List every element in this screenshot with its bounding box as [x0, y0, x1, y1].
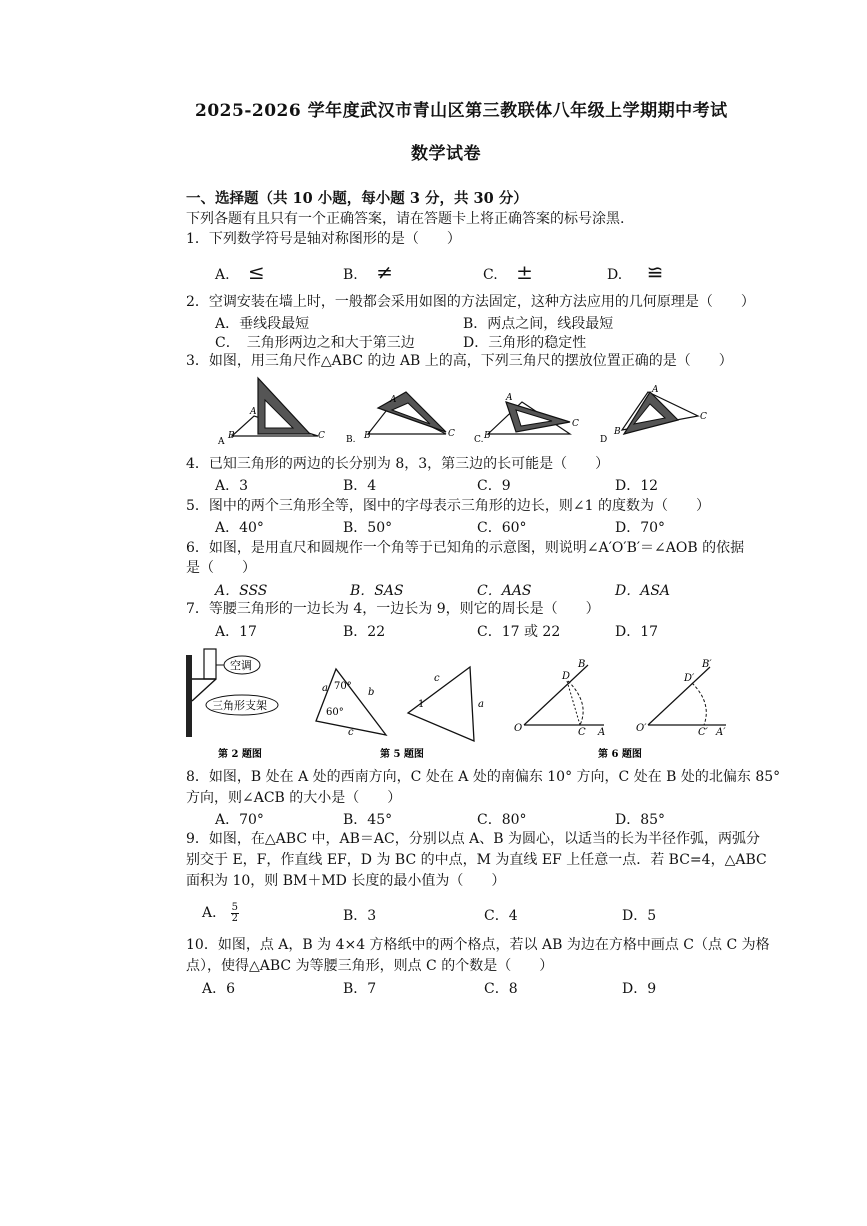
q6-stem-line2: 是（ ）	[186, 560, 256, 576]
q9-option-b: B．3	[343, 908, 377, 924]
fig2-bracket-label: 三角形支架	[212, 699, 267, 712]
svg-text:B: B	[484, 431, 491, 441]
fig6-caption: 第 6 题图	[598, 749, 642, 760]
q3-figure-c	[474, 393, 579, 445]
q10-option-c: C．8	[484, 981, 518, 997]
q8-option-b: B．45°	[343, 812, 393, 828]
q6-option-d: D．ASA	[615, 583, 671, 599]
svg-text:A: A	[598, 727, 606, 738]
q2-option-a: A．垂线段最短	[215, 316, 310, 332]
svg-text:b: b	[368, 687, 375, 698]
q8-option-d: D．85°	[615, 812, 666, 828]
q4-stem: 4．已知三角形的两边的长分别为 8，3，第三边的长可能是（ ）	[186, 456, 610, 472]
q3-a-label: A	[218, 437, 225, 447]
svg-text:a: a	[478, 699, 484, 710]
q4-option-b: B．4	[343, 478, 377, 494]
q2-option-d: D．三角形的稳定性	[463, 335, 587, 351]
q6-option-b: B．SAS	[350, 583, 404, 599]
fig5-caption: 第 5 题图	[380, 749, 424, 760]
q3-figures	[210, 372, 730, 450]
q10-option-d: D．9	[622, 981, 657, 997]
section-heading: 一、选择题（共 10 小题，每小题 3 分，共 30 分）	[186, 190, 528, 207]
fig2-ac-label: 空调	[230, 659, 252, 672]
q5-option-b: B．50°	[343, 520, 393, 536]
q5-option-c: C．60°	[477, 520, 527, 536]
q5-option-a: A．40°	[215, 520, 264, 536]
svg-text:B: B	[364, 431, 371, 441]
q7-option-c: C．17 或 22	[477, 624, 561, 640]
q1-option-a: A. ≤	[215, 260, 265, 284]
svg-text:O: O	[514, 723, 523, 734]
q3-d-label: D	[600, 435, 608, 445]
q1-stem: 1．下列数学符号是轴对称图形的是（ ）	[186, 231, 461, 247]
q6-option-c: C．AAS	[477, 583, 532, 599]
fig2-wall-bracket	[186, 649, 278, 760]
q8-option-c: C．80°	[477, 812, 527, 828]
svg-text:D′: D′	[684, 673, 695, 684]
svg-text:B: B	[578, 659, 586, 670]
fig5-triangle-right	[380, 667, 484, 760]
fig5-angle-60: 60°	[326, 707, 344, 718]
q3-figure-b	[346, 392, 455, 445]
q9-stem-line3: 面积为 10，则 BM＋MD 长度的最小值为（ ）	[186, 873, 506, 889]
q4-option-a: A．3	[215, 478, 249, 494]
svg-text:A: A	[506, 393, 513, 403]
q10-stem-line2: 点），使得△ABC 为等腰三角形，则点 C 的个数是（ ）	[186, 958, 554, 974]
q4-option-c: C．9	[477, 478, 511, 494]
fig5-angle-1: 1	[418, 699, 425, 710]
exam-subtitle: 数学试卷	[411, 144, 481, 164]
q8-option-a: A．70°	[215, 812, 264, 828]
q5-option-d: D．70°	[615, 520, 666, 536]
svg-text:C: C	[448, 429, 455, 439]
fig6-left	[514, 659, 605, 738]
q3-stem: 3．如图，用三角尺作△ABC 的边 AB 上的高，下列三角尺的摆放位置正确的是（ ）	[186, 353, 733, 369]
q9-option-c: C．4	[484, 908, 518, 924]
q3-c-label: C.	[474, 435, 484, 445]
svg-text:B: B	[614, 427, 621, 437]
q2-option-c: C． 三角形两边之和大于第三边	[215, 335, 415, 351]
q9-option-d: D．5	[622, 908, 657, 924]
q7-option-d: D．17	[615, 624, 659, 640]
q10-option-b: B．7	[343, 981, 377, 997]
q10-stem-line1: 10．如图，点 A，B 为 4×4 方格纸中的两个格点，若以 AB 为边在方格中画点 C（点 C 为格	[186, 937, 770, 953]
exam-title: 2025-2026 学年度武汉市青山区第三教联体八年级上学期期中考试	[195, 101, 728, 121]
q9-stem-line2: 别交于 E，F，作直线 EF，D 为 BC 的中点，M 为直线 EF 上任意一点．若 BC=4，△ABC	[186, 852, 767, 868]
svg-text:C: C	[578, 727, 586, 738]
svg-text:A′: A′	[716, 727, 726, 738]
q7-option-b: B．22	[343, 624, 386, 640]
svg-text:C: C	[318, 431, 325, 441]
q1-option-b: B. ≠	[343, 260, 393, 284]
q6-stem-line1: 6．如图，是用直尺和圆规作一个角等于已知角的示意图，则说明∠A′O′B′＝∠AOB 的依据	[186, 540, 745, 556]
q1-option-d: D. ≌	[607, 260, 664, 284]
fig5-angle-70: 70°	[334, 681, 352, 692]
q9-stem-line1: 9．如图，在△ABC 中，AB＝AC，分别以点 A、B 为圆心，以适当的长为半径作弧，两弧分	[186, 831, 761, 847]
q3-figure-d	[600, 385, 707, 445]
svg-text:A: A	[652, 385, 659, 395]
figures-row	[180, 645, 740, 763]
fig6-right	[598, 659, 726, 760]
q8-stem-line2: 方向，则∠ACB 的大小是（ ）	[186, 790, 402, 806]
q9-option-a-fraction: $\frac{5}{2}$	[231, 901, 238, 924]
svg-text:C′: C′	[698, 727, 708, 738]
svg-text:C: C	[700, 412, 707, 422]
q2-stem: 2．空调安装在墙上时，一般都会采用如图的方法固定，这种方法应用的几何原理是（ ）	[186, 294, 755, 310]
svg-text:A: A	[250, 407, 257, 417]
q9-option-a: A． $\frac{5}{2}$	[202, 901, 238, 924]
q5-stem: 5．图中的两个三角形全等，图中的字母表示三角形的边长，则∠1 的度数为（ ）	[186, 498, 710, 514]
svg-text:C: C	[572, 419, 579, 429]
svg-text:c: c	[434, 673, 440, 684]
q7-option-a: A．17	[215, 624, 257, 640]
section-instruction: 下列各题有且只有一个正确答案，请在答题卡上将正确答案的标号涂黑.	[186, 211, 625, 227]
svg-text:a: a	[322, 683, 328, 694]
q10-option-a: A．6	[202, 981, 236, 997]
svg-text:D: D	[562, 671, 571, 682]
svg-text:c: c	[348, 727, 354, 738]
q6-option-a: A．SSS	[215, 583, 268, 599]
svg-text:O′: O′	[636, 723, 647, 734]
svg-text:B′: B′	[702, 659, 712, 670]
q1-option-c: C. ±	[483, 260, 533, 284]
q2-option-b: B．两点之间，线段最短	[463, 316, 614, 332]
q3-figure-a	[217, 378, 325, 447]
q8-stem-line1: 8．如图，B 处在 A 处的西南方向，C 处在 A 处的南偏东 10° 方向，C 处在 B 处的北偏东 85°	[186, 769, 781, 785]
q7-stem: 7．等腰三角形的一边长为 4，一边长为 9，则它的周长是（ ）	[186, 601, 600, 617]
fig5-triangle-left	[316, 669, 386, 738]
q4-option-d: D．12	[615, 478, 659, 494]
svg-text:A: A	[390, 395, 397, 405]
q3-b-label: B.	[346, 435, 356, 445]
svg-text:B: B	[228, 431, 235, 441]
fig2-caption: 第 2 题图	[218, 749, 262, 760]
